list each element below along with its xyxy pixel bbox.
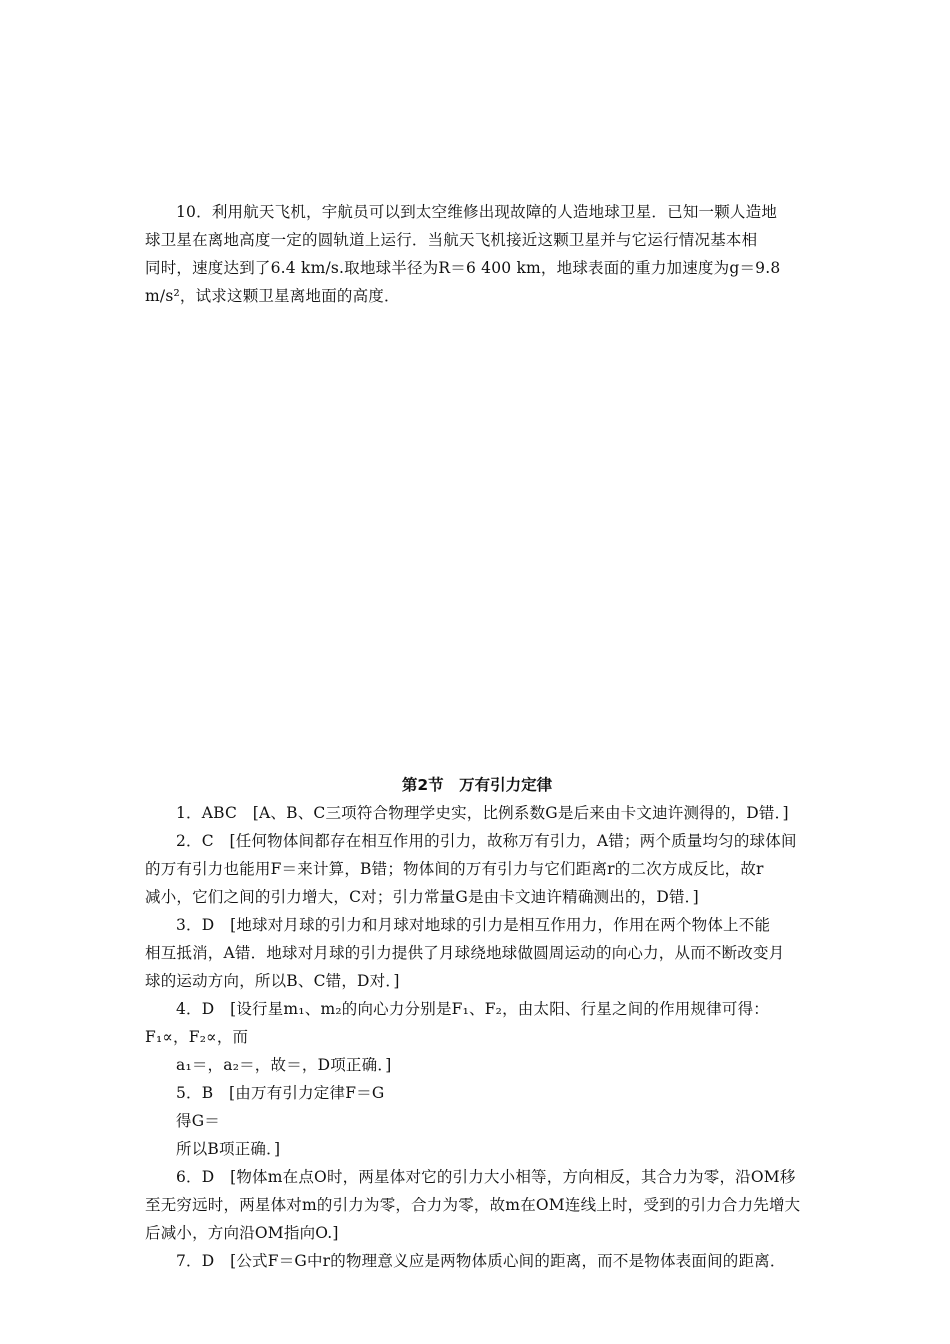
answers-section — [145, 771, 809, 1275]
answer-line: 4．D [设行星m₁、m₂的向心力分别是F₁、F₂，由太阳、行星之间的作用规律可得： — [176, 1000, 769, 1018]
answer-line: 7．D [公式F＝G中r的物理意义应是两物体质心间的距离，而不是物体表面间的距离． — [176, 1252, 786, 1270]
problem-10-line: m/s²，试求这颗卫星离地面的高度． — [145, 287, 400, 305]
answer-line: 2．C [任何物体间都存在相互作用的引力，故称万有引力，A错；两个质量均匀的球体间 — [176, 832, 797, 850]
section-title: 第2节 万有引力定律 — [401, 776, 553, 794]
answer-line: 减小，它们之间的引力增大，C对；引力常量G是由卡文迪许精确测出的，D错．] — [145, 888, 699, 906]
problem-10-line: 10．利用航天飞机，宇航员可以到太空维修出现故障的人造地球卫星．已知一颗人造地 — [176, 203, 778, 221]
problem-10-line: 球卫星在离地高度一定的圆轨道上运行．当航天飞机接近这颗卫星并与它运行情况基本相 — [145, 231, 758, 249]
answer-line: 相互抵消，A错．地球对月球的引力提供了月球绕地球做圆周运动的向心力，从而不断改变月 — [145, 944, 785, 962]
answer-line: 得G＝ — [176, 1112, 220, 1130]
problem-10 — [145, 198, 809, 310]
answer-line: 所以B项正确．] — [176, 1140, 281, 1158]
answer-line: 3．D [地球对月球的引力和月球对地球的引力是相互作用力，作用在两个物体上不能 — [176, 916, 771, 934]
answer-line: 的万有引力也能用F＝来计算，B错；物体间的万有引力与它们距离r的二次方成反比，故r — [145, 860, 764, 878]
problem-10-line: 同时，速度达到了6.4 km/s.取地球半径为R＝6 400 km，地球表面的重力加速度为g＝9.8 — [145, 259, 781, 277]
answer-line: 5．B [由万有引力定律F＝G — [176, 1084, 385, 1102]
answer-line: 至无穷远时，两星体对m的引力为零，合力为零，故m在OM连线上时，受到的引力合力先增大 — [145, 1196, 801, 1214]
answer-line: a₁＝，a₂＝，故＝，D项正确．] — [176, 1056, 392, 1074]
answer-line: 球的运动方向，所以B、C错，D对．] — [145, 972, 400, 990]
answer-line: 后减小，方向沿OM指向O.] — [145, 1224, 339, 1242]
answer-line: F₁∝，F₂∝，而 — [145, 1028, 249, 1046]
answer-line: 1．ABC [A、B、C三项符合物理学史实，比例系数G是后来由卡文迪许测得的，D错．] — [176, 804, 789, 822]
answer-line: 6．D [物体m在点O时，两星体对它的引力大小相等，方向相反，其合力为零，沿OM移 — [176, 1168, 796, 1186]
